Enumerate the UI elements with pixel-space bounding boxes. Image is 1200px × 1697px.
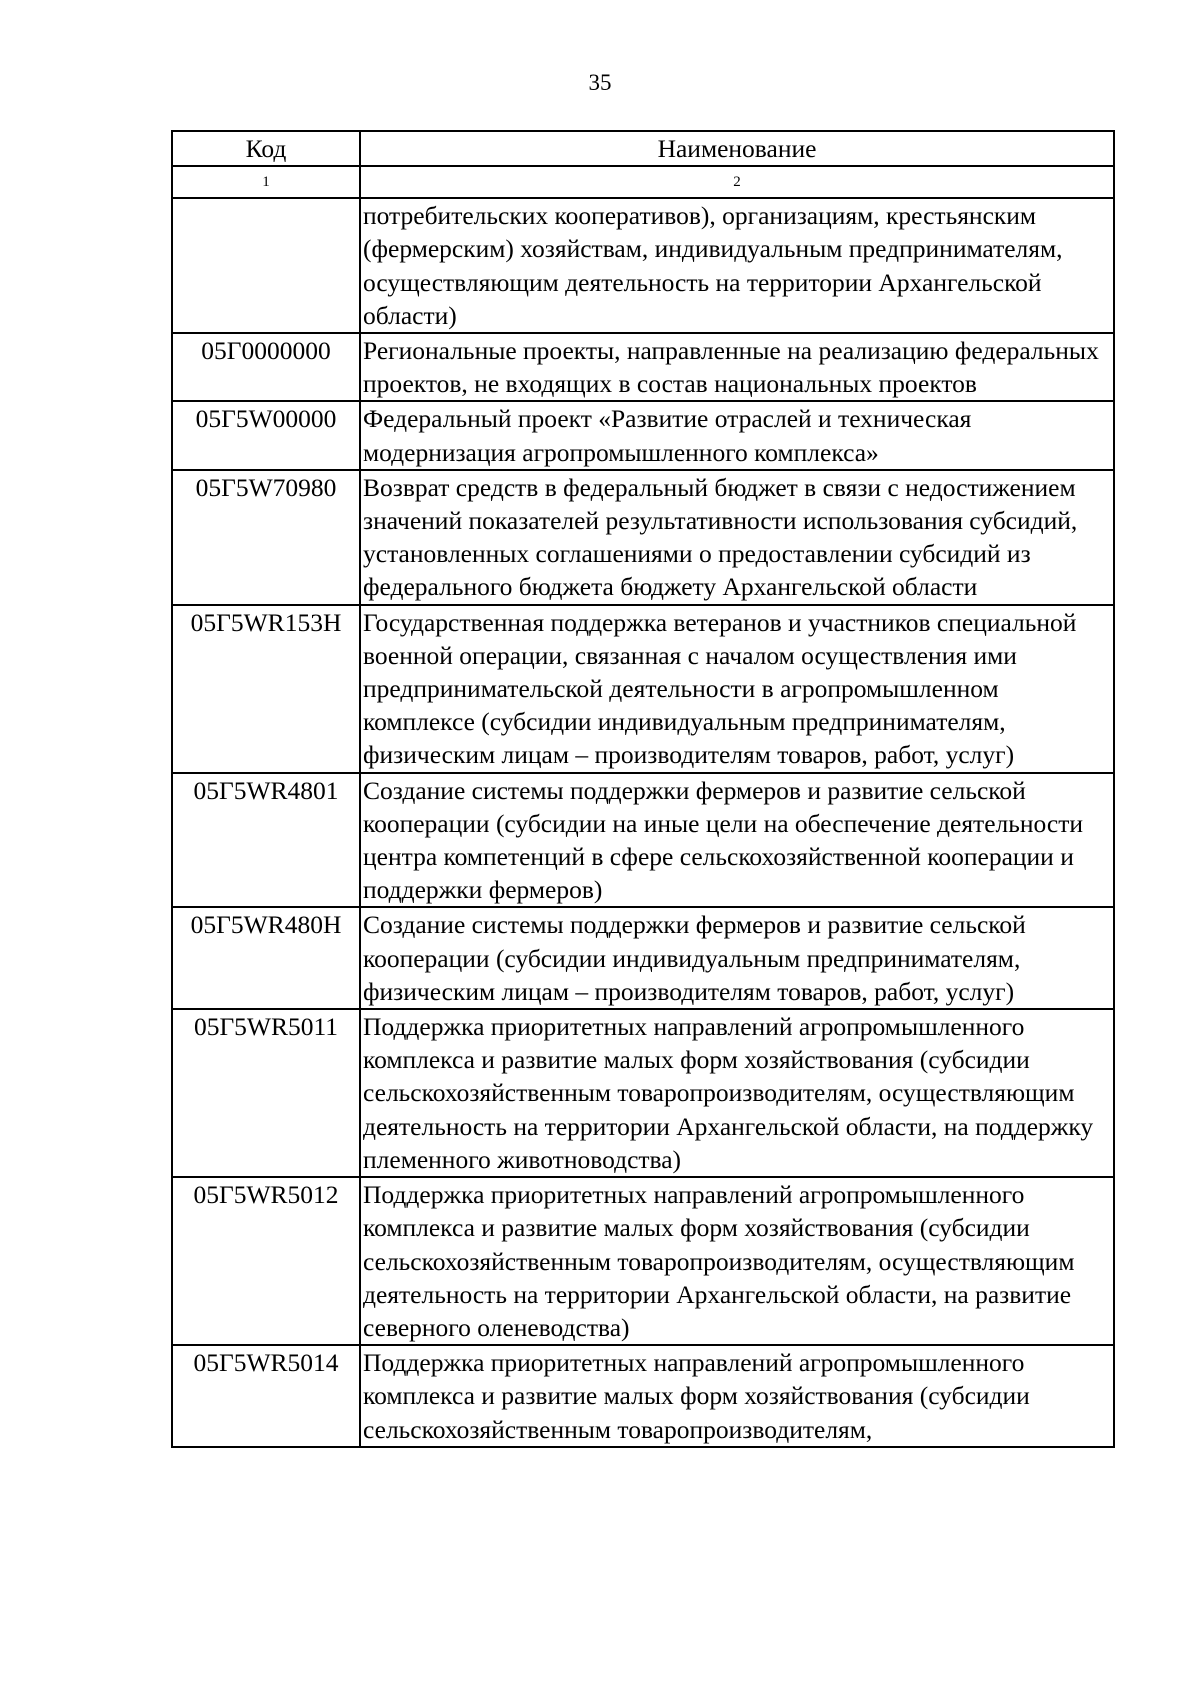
table-header-row [172, 131, 1114, 166]
row-code: 05Г5WR480Н [172, 907, 360, 1009]
row-name: Государственная поддержка ветеранов и участников специальной военной операции, связанная с началом осуществления ими предпринимательской деятельности в агропромышленном комплексе (субсидии индивидуальным предпринимателям, физическим лицам – производителям товаров, работ, услуг) [360, 605, 1114, 773]
row-code: 05Г5WR4801 [172, 773, 360, 908]
row-name: Федеральный проект «Развитие отраслей и техническая модернизация агропромышленного комплекса» [360, 401, 1114, 469]
row-name: Возврат средств в федеральный бюджет в связи с недостижением значений показателей результативности использования субсидий, установленных соглашениями о предоставлении субсидий из федерального бюджета бюджету Архангельской области [360, 470, 1114, 605]
column-number-code: 1 [172, 166, 360, 198]
header-code: Код [172, 131, 360, 166]
row-name: потребительских кооперативов), организациям, крестьянским (фермерским) хозяйствам, индивидуальным предпринимателям, осуществляющим деятельность на территории Архангельской области) [360, 198, 1114, 333]
row-name: Региональные проекты, направленные на реализацию федеральных проектов, не входящих в состав национальных проектов [360, 333, 1114, 401]
table-row [172, 605, 1114, 773]
row-code: 05Г5WR5014 [172, 1345, 360, 1447]
table-row [172, 198, 1114, 333]
row-code: 05Г5W00000 [172, 401, 360, 469]
row-code: 05Г5WR5012 [172, 1177, 360, 1345]
table-row [172, 773, 1114, 908]
page-number: 35 [588, 70, 612, 95]
row-name: Поддержка приоритетных направлений агропромышленного комплекса и развитие малых форм хозяйствования (субсидии сельскохозяйственным товаропроизводителям, осуществляющим деятельность на территории Архангельской области, на поддержку племенного животноводства) [360, 1009, 1114, 1177]
table-row [172, 907, 1114, 1009]
column-number-name: 2 [360, 166, 1114, 198]
row-name: Поддержка приоритетных направлений агропромышленного комплекса и развитие малых форм хозяйствования (субсидии сельскохозяйственным товаропроизводителям, [360, 1345, 1114, 1447]
row-name: Создание системы поддержки фермеров и развитие сельской кооперации (субсидии на иные цели на обеспечение деятельности центра компетенций в сфере сельскохозяйственной кооперации и поддержки фермеров) [360, 773, 1114, 908]
row-code: 05Г5WR5011 [172, 1009, 360, 1177]
table-row [172, 1345, 1114, 1447]
row-code [172, 198, 360, 333]
row-name: Поддержка приоритетных направлений агропромышленного комплекса и развитие малых форм хозяйствования (субсидии сельскохозяйственным товаропроизводителям, осуществляющим деятельность на территории Архангельской области, на развитие северного оленеводства) [360, 1177, 1114, 1345]
row-name: Создание системы поддержки фермеров и развитие сельской кооперации (субсидии индивидуальным предпринимателям, физическим лицам – производителям товаров, работ, услуг) [360, 907, 1114, 1009]
table-row [172, 333, 1114, 401]
table-row [172, 470, 1114, 605]
row-code: 05Г0000000 [172, 333, 360, 401]
header-name: Наименование [360, 131, 1114, 166]
row-code: 05Г5WR153Н [172, 605, 360, 773]
table-row [172, 401, 1114, 469]
column-number-row [172, 166, 1114, 198]
budget-codes-table [171, 130, 1115, 1448]
table-row [172, 1177, 1114, 1345]
row-code: 05Г5W70980 [172, 470, 360, 605]
table-row [172, 1009, 1114, 1177]
